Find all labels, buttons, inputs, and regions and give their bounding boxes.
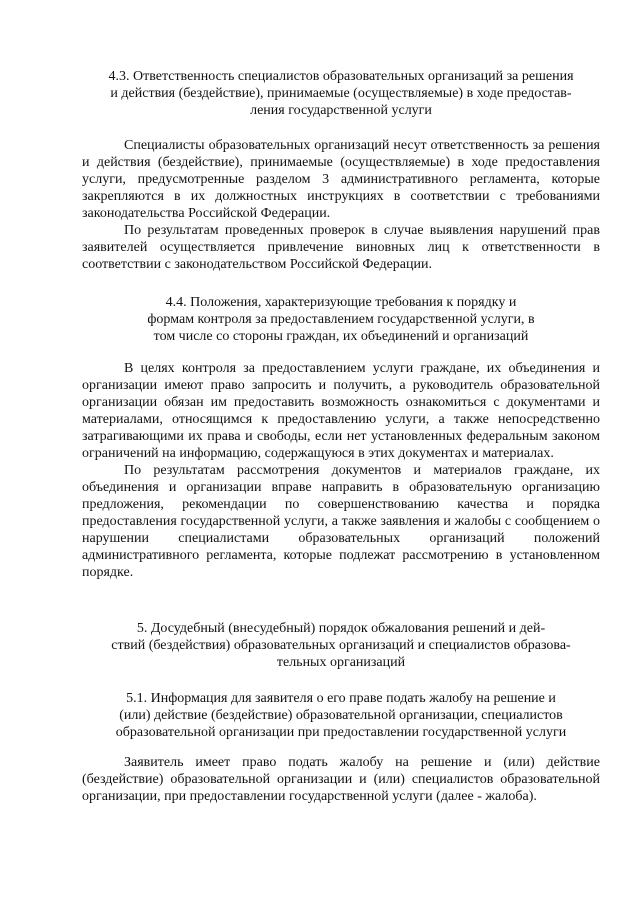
section-4-3-body: [82, 137, 600, 273]
heading-line: тельных организаций: [276, 655, 406, 670]
section-4-4-body: [82, 360, 600, 581]
heading-line: 5. Досудебный (внесудебный) порядок обжалования решений и дей-: [136, 621, 546, 636]
heading-line: ствий (бездействия) образовательных организаций и специалистов образова-: [111, 638, 571, 653]
heading-line: и действия (бездействие), принимаемые (осуществляемые) в ходе предостав-: [110, 86, 572, 101]
heading-line: формам контроля за предоставлением государственной услуги, в: [147, 312, 535, 327]
section-5-1-body: [82, 754, 600, 805]
section-4-3-heading: [82, 68, 600, 119]
heading-line: том числе со стороны граждан, их объединений и организаций: [153, 329, 529, 344]
heading-line: 4.3. Ответственность специалистов образовательных организаций за решения: [108, 69, 574, 84]
paragraph: По результатам рассмотрения документов и материалов граждане, их объединения и организации вправе направить в образовательную организацию предложения, рекомендации по совершенствованию качества и порядка предоставления государственной услуги, а также заявления и жалобы с сообщением о нарушении специалистами образовательных организаций положений административного регламента, которые подлежат рассмотрению в установленном порядке.: [82, 463, 600, 580]
section-4-4-heading: [82, 294, 600, 345]
paragraph: Специалисты образовательных организаций несут ответственность за решения и действия (бездействие), принимаемые (осуществляемые) в ходе предоставления услуги, предусмотренные разделом 3 административного регламента, которые закрепляются в их должностных инструкциях в соответствии с требованиями законодательства Российской Федерации.: [82, 138, 600, 221]
heading-line: 5.1. Информация для заявителя о его праве подать жалобу на решение и: [126, 691, 556, 706]
section-5-1-heading: [82, 690, 600, 741]
heading-line: образовательной организации при предоставлении государственной услуги: [115, 725, 567, 740]
paragraph: Заявитель имеет право подать жалобу на решение и (или) действие (бездействие) образовательной организации и (или) специалистов образовательной организации, при предоставлении государственной услуги (далее - жалоба).: [82, 755, 600, 804]
heading-line: (или) действие (бездействие) образовательной организации, специалистов: [119, 708, 563, 723]
section-5-heading: [82, 620, 600, 671]
heading-line: 4.4. Положения, характеризующие требования к порядку и: [165, 295, 517, 310]
paragraph: В целях контроля за предоставлением услуги граждане, их объединения и организации имеют право запросить и получить, а руководитель образовательной организации обязан им предоставить возможность ознакомиться с документами и материалами, относящимся к предоставлению услуги, а также непосредственно затрагивающими их права и свободы, если нет установленных федеральным законом ограничений на информацию, содержащуюся в этих документах и материалах.: [82, 361, 600, 461]
paragraph: По результатам проведенных проверок в случае выявления нарушений прав заявителей осуществляется привлечение виновных лиц к ответственности в соответствии с законодательством Российской Федерации.: [82, 223, 600, 272]
heading-line: ления государственной услуги: [250, 103, 432, 118]
